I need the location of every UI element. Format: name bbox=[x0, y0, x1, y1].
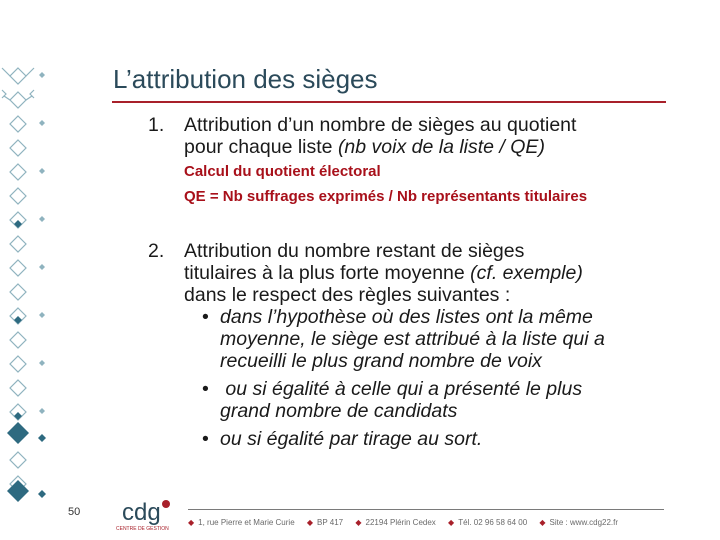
list-item-1 bbox=[148, 114, 668, 158]
title-underline bbox=[112, 101, 666, 103]
decorative-diamond-pattern bbox=[0, 60, 60, 540]
item-text: pour chaque liste (nb voix de la liste / QE) bbox=[184, 136, 545, 158]
item-text: titulaires à la plus forte moyenne (cf. exemple) bbox=[184, 262, 583, 284]
footer-divider bbox=[188, 509, 664, 510]
cdg-logo bbox=[112, 492, 178, 538]
svg-text:CENTRE DE GESTION: CENTRE DE GESTION bbox=[116, 526, 169, 532]
sub-bullet: • ou si égalité par tirage au sort. bbox=[202, 428, 483, 450]
sub-bullet: • ou si égalité à celle qui a présenté le plus grand nombre de candidats bbox=[202, 378, 583, 422]
formula-text: QE = Nb suffrages exprimés / Nb représentants titulaires bbox=[184, 188, 588, 205]
formula-heading: Calcul du quotient électoral bbox=[184, 163, 381, 180]
item-number: 1. bbox=[148, 114, 165, 136]
page-number: 50 bbox=[68, 506, 81, 518]
item-text: Attribution d’un nombre de sièges au quotient bbox=[184, 114, 577, 136]
svg-text:cdg: cdg bbox=[122, 499, 161, 526]
item-text: Attribution du nombre restant de sièges bbox=[184, 240, 525, 262]
item-text: dans le respect des règles suivantes : bbox=[184, 284, 511, 306]
footer-contact: ◆ 1, rue Pierre et Marie Curie ◆ BP 417 ◆ 22194 Plérin Cedex ◆ Tél. 02 96 58 64 00 ◆ Site : www.cdg22.fr bbox=[188, 518, 619, 527]
slide-title: L’attribution des sièges bbox=[113, 64, 378, 94]
sub-bullet: • dans l’hypothèse où des listes ont la même moyenne, le siège est attribué à la liste qui a recueilli le plus grand nombre de voix bbox=[202, 306, 605, 372]
list-item-2 bbox=[148, 240, 668, 450]
item-number: 2. bbox=[148, 240, 165, 262]
